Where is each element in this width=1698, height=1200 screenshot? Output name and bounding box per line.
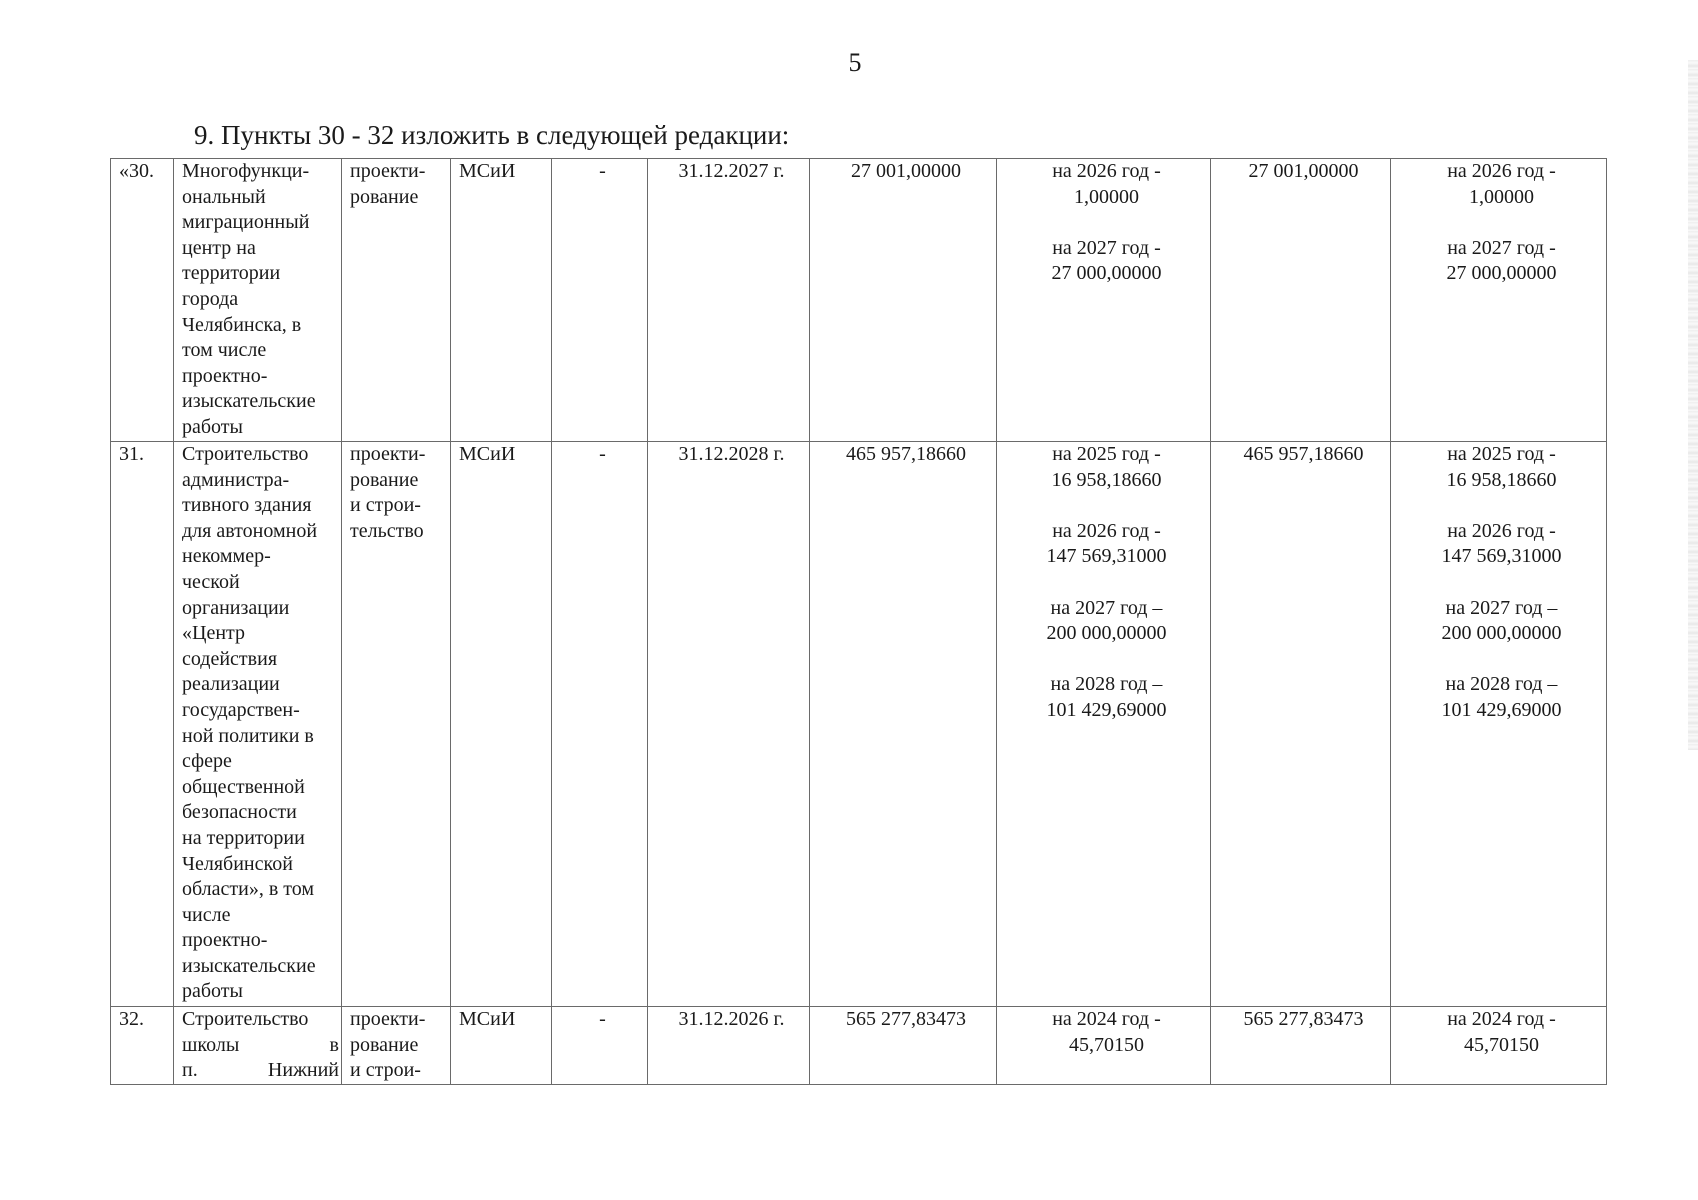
- object-name-line: п. Нижний: [182, 1059, 339, 1082]
- object-name-line: организации: [182, 596, 290, 619]
- year-amount: 27 000,00000: [1051, 262, 1162, 285]
- agency-cell: МСиИ: [451, 1007, 552, 1085]
- object-name-line: для автономной: [182, 519, 318, 542]
- year-amount: 200 000,00000: [1046, 622, 1167, 645]
- year-label: на 2026 год -: [1447, 160, 1556, 182]
- cost-by-year-cell: [997, 159, 1211, 442]
- year-amount-group: [1399, 1007, 1604, 1058]
- year-amount: 45,70150: [1069, 1033, 1144, 1056]
- year-amount: 16 958,18660: [1446, 468, 1557, 491]
- year-label: на 2028 год –: [1445, 673, 1558, 696]
- object-name-line: проектно-: [182, 929, 268, 952]
- object-name-cell: [174, 1007, 342, 1085]
- object-name-cell: [174, 159, 342, 442]
- year-amount: 1,00000: [1469, 185, 1534, 208]
- funding-by-year-cell: [1391, 159, 1607, 442]
- deadline-date-cell: 31.12.2026 г.: [648, 1007, 810, 1085]
- year-amount-group: [1005, 236, 1208, 287]
- deadline-date-cell: 31.12.2027 г.: [648, 159, 810, 442]
- year-amount: 1,00000: [1074, 185, 1139, 208]
- object-name-line: государствен-: [182, 698, 300, 721]
- total-cost-cell: 465 957,18660: [810, 442, 997, 1007]
- year-amount: 147 569,31000: [1441, 545, 1562, 568]
- year-label: на 2025 год -: [1447, 443, 1556, 465]
- work-type-line: рование: [350, 468, 419, 491]
- intro-paragraph: 9. Пункты 30 - 32 изложить в следующей редакции:: [194, 120, 790, 150]
- object-name-line: изыскательские: [182, 390, 316, 413]
- work-type-line: проекти-: [350, 443, 426, 465]
- work-type-line: проекти-: [350, 160, 426, 182]
- object-name-line: реализации: [182, 673, 280, 696]
- year-amount-group: [1005, 1007, 1208, 1058]
- object-name-line: администра-: [182, 468, 290, 491]
- object-name-line: работы: [182, 980, 243, 1003]
- year-amount-group: [1399, 596, 1604, 647]
- object-name-line: города: [182, 287, 239, 310]
- year-amount-group: [1005, 596, 1208, 647]
- object-name-line: ной политики в: [182, 724, 314, 747]
- object-name-line: «Центр: [182, 622, 246, 645]
- year-label: на 2025 год -: [1052, 443, 1161, 465]
- object-name-line: на территории: [182, 826, 305, 849]
- funding-by-year-cell: [1391, 1007, 1607, 1085]
- dash-cell: -: [552, 159, 648, 442]
- object-name-line: проектно-: [182, 364, 268, 387]
- object-name-line: Многофункци-: [182, 160, 310, 182]
- year-label: на 2027 год -: [1447, 236, 1556, 259]
- year-amount: 101 429,69000: [1441, 698, 1562, 721]
- row-number-cell: 31.: [111, 442, 174, 1007]
- object-name-line: центр на: [182, 236, 256, 259]
- object-name-line: том числе: [182, 339, 267, 362]
- row-number-cell: «30.: [111, 159, 174, 442]
- work-type-line: рование: [350, 1033, 419, 1056]
- year-label: на 2026 год -: [1052, 519, 1161, 542]
- object-name-line: содействия: [182, 647, 278, 670]
- object-name-line: миграционный: [182, 211, 310, 234]
- object-name-line: Строительство: [182, 443, 309, 465]
- object-name-line: Челябинска, в: [182, 313, 302, 336]
- work-type-cell: [342, 1007, 451, 1085]
- work-type-cell: [342, 159, 451, 442]
- object-name-line: некоммер-: [182, 545, 271, 568]
- projects-table: [110, 158, 1607, 1085]
- work-type-line: и строи-: [350, 1059, 421, 1082]
- work-type-line: тельство: [350, 519, 424, 542]
- year-amount: 27 000,00000: [1446, 262, 1557, 285]
- year-label: на 2027 год -: [1052, 236, 1161, 259]
- work-type-line: и строи-: [350, 494, 421, 517]
- funding-by-year-cell: [1391, 442, 1607, 1007]
- year-amount: 147 569,31000: [1046, 545, 1167, 568]
- scan-edge-artifact: [1688, 60, 1698, 750]
- agency-cell: МСиИ: [451, 442, 552, 1007]
- object-name-line: ональный: [182, 185, 266, 208]
- year-amount-group: [1005, 442, 1208, 493]
- year-label: на 2024 год -: [1052, 1008, 1161, 1030]
- object-name-line: сфере: [182, 750, 232, 773]
- object-name-line: тивного здания: [182, 494, 312, 517]
- year-amount-group: [1005, 159, 1208, 210]
- work-type-cell: [342, 442, 451, 1007]
- deadline-date-cell: 31.12.2028 г.: [648, 442, 810, 1007]
- year-label: на 2024 год -: [1447, 1008, 1556, 1030]
- total-cost-cell: 565 277,83473: [810, 1007, 997, 1085]
- year-label: на 2026 год -: [1052, 160, 1161, 182]
- year-label: на 2027 год –: [1050, 596, 1163, 619]
- work-type-line: проекти-: [350, 1008, 426, 1030]
- year-amount: 16 958,18660: [1051, 468, 1162, 491]
- dash-cell: -: [552, 1007, 648, 1085]
- year-amount-group: [1399, 442, 1604, 493]
- funding-total-cell: 565 277,83473: [1211, 1007, 1391, 1085]
- year-label: на 2026 год -: [1447, 519, 1556, 542]
- year-amount: 45,70150: [1464, 1033, 1539, 1056]
- year-amount-group: [1005, 519, 1208, 570]
- agency-cell: МСиИ: [451, 159, 552, 442]
- year-amount: 101 429,69000: [1046, 698, 1167, 721]
- work-type-line: рование: [350, 185, 419, 208]
- page-number: 5: [848, 48, 862, 77]
- year-label: на 2027 год –: [1445, 596, 1558, 619]
- year-amount-group: [1399, 159, 1604, 210]
- object-name-line: общественной: [182, 775, 305, 798]
- year-amount-group: [1399, 672, 1604, 723]
- object-name-line: Строительство: [182, 1008, 309, 1030]
- year-amount-group: [1399, 236, 1604, 287]
- object-name-line: изыскательские: [182, 954, 316, 977]
- object-name-line: территории: [182, 262, 281, 285]
- year-amount: 200 000,00000: [1441, 622, 1562, 645]
- year-amount-group: [1399, 519, 1604, 570]
- cost-by-year-cell: [997, 1007, 1211, 1085]
- year-label: на 2028 год –: [1050, 673, 1163, 696]
- object-name-line: школы в: [182, 1033, 339, 1056]
- table-row: [111, 442, 1607, 1007]
- object-name-line: ческой: [182, 570, 240, 593]
- object-name-line: области», в том: [182, 878, 315, 901]
- dash-cell: -: [552, 442, 648, 1007]
- object-name-line: Челябинской: [182, 852, 293, 875]
- table-row: [111, 1007, 1607, 1085]
- table-row: [111, 159, 1607, 442]
- object-name-line: числе: [182, 903, 231, 926]
- funding-total-cell: 27 001,00000: [1211, 159, 1391, 442]
- row-number-cell: 32.: [111, 1007, 174, 1085]
- cost-by-year-cell: [997, 442, 1211, 1007]
- total-cost-cell: 27 001,00000: [810, 159, 997, 442]
- year-amount-group: [1005, 672, 1208, 723]
- object-name-line: безопасности: [182, 801, 297, 824]
- object-name-line: работы: [182, 415, 243, 438]
- funding-total-cell: 465 957,18660: [1211, 442, 1391, 1007]
- object-name-cell: [174, 442, 342, 1007]
